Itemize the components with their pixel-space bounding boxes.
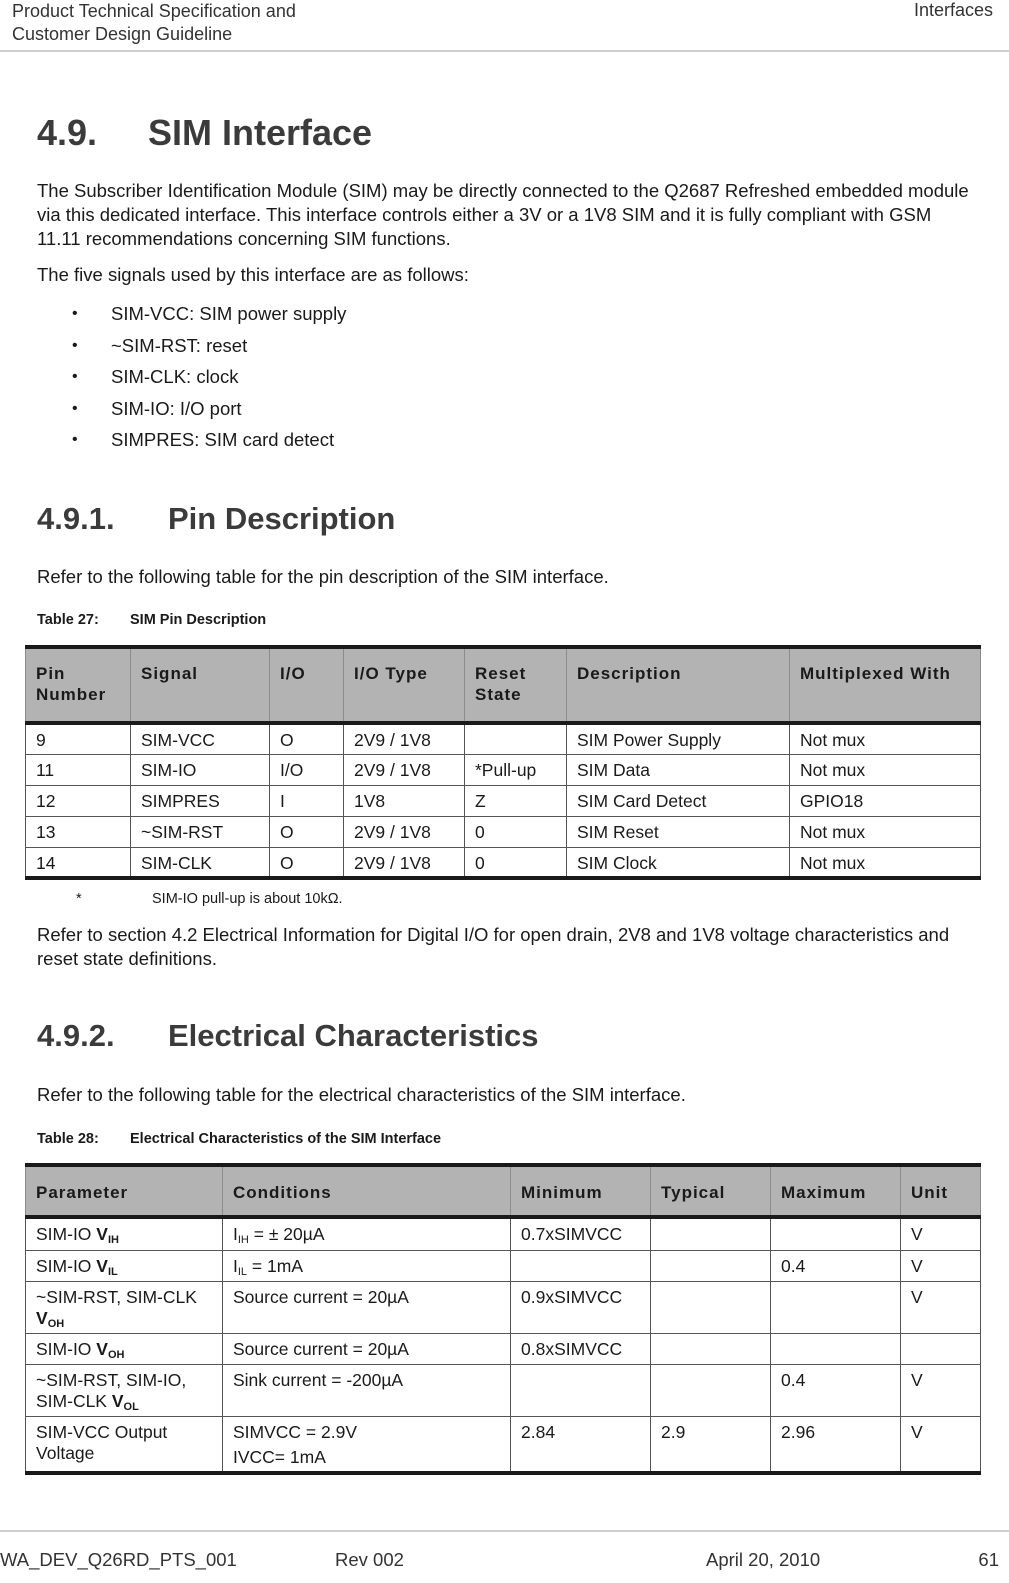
param-text: SIM-IO <box>36 1255 97 1276</box>
min-cell <box>511 1250 651 1281</box>
table-cell: Z <box>465 785 567 816</box>
condition-line <box>233 1370 500 1391</box>
table-row <box>26 1364 981 1416</box>
section-title: SIM Interface <box>148 112 373 153</box>
table-cell: ~SIM-RST <box>131 816 270 847</box>
table-cell: 14 <box>26 847 131 878</box>
unit-cell: V <box>901 1217 981 1250</box>
min-cell: 0.8xSIMVCC <box>511 1333 651 1364</box>
page-header <box>0 0 1009 52</box>
elec-section-heading <box>37 1018 539 1054</box>
conditions-cell <box>223 1416 511 1473</box>
param-symbol: V <box>96 1338 108 1359</box>
footer-revision: Rev 002 <box>335 1549 404 1570</box>
table-cell: SIM Card Detect <box>567 785 790 816</box>
pin-section-number: 4.9.1. <box>37 501 115 536</box>
header-title-line1: Product Technical Specification and <box>12 1 296 21</box>
param-symbol: V <box>96 1255 108 1276</box>
list-item: • SIMPRES: SIM card detect <box>72 424 346 456</box>
table-cell <box>465 723 567 754</box>
footer-doc-id: WA_DEV_Q26RD_PTS_001 <box>0 1549 237 1570</box>
param-subscript: IH <box>107 1234 119 1246</box>
table-cell: O <box>270 816 344 847</box>
table27-caption-title: SIM Pin Description <box>130 612 267 628</box>
elec-section-intro: Refer to the following table for the electrical characteristics of the SIM interface. <box>37 1084 686 1105</box>
table-row <box>26 723 981 754</box>
footnote-marker: * <box>76 891 82 907</box>
table-cell: SIM Data <box>567 754 790 785</box>
table-cell: O <box>270 723 344 754</box>
table-row <box>26 1281 981 1333</box>
table-header-row <box>26 1165 981 1217</box>
section-number: 4.9. <box>37 112 98 153</box>
condition-line <box>233 1287 500 1308</box>
min-cell: 0.9xSIMVCC <box>511 1281 651 1333</box>
param-subscript: OH <box>47 1317 65 1330</box>
condition-line: IVCC= 1mA <box>233 1446 326 1467</box>
footer-page-number: 61 <box>978 1549 999 1570</box>
typ-cell <box>651 1217 771 1250</box>
condition-line <box>233 1422 500 1443</box>
table-row <box>26 1250 981 1281</box>
table-cell: SIMPRES <box>131 785 270 816</box>
typ-cell: 2.9 <box>651 1416 771 1473</box>
param-subscript: IL <box>107 1265 118 1278</box>
table-row <box>26 1416 981 1473</box>
table28-caption-number: Table 28: <box>37 1131 99 1147</box>
param-text: SIM-VCC Output Voltage <box>36 1421 168 1463</box>
max-cell: 2.96 <box>771 1416 901 1473</box>
condition-subscript: IL <box>237 1265 248 1278</box>
col-header: I/O <box>270 647 344 723</box>
param-symbol: V <box>111 1390 124 1411</box>
list-item: • SIM-VCC: SIM power supply <box>72 298 346 330</box>
footer-date: April 20, 2010 <box>706 1549 821 1570</box>
table-cell: O <box>270 847 344 878</box>
col-header: Maximum <box>771 1165 901 1217</box>
condition-text: = 1mA <box>247 1255 303 1276</box>
condition-line <box>233 1339 500 1360</box>
table-cell: 2V9 / 1V8 <box>344 847 465 878</box>
col-header: Signal <box>131 647 270 723</box>
page-footer <box>0 1530 1009 1583</box>
signals-intro: The five signals used by this interface are as follows: <box>37 264 469 285</box>
table-header-row <box>26 647 981 723</box>
conditions-cell <box>223 1281 511 1333</box>
list-item: • SIM-CLK: clock <box>72 361 346 393</box>
col-header: I/O Type <box>344 647 465 723</box>
condition-text: I <box>233 1255 238 1276</box>
col-header: Conditions <box>223 1165 511 1217</box>
table-cell: SIM Clock <box>567 847 790 878</box>
table-cell: 13 <box>26 816 131 847</box>
condition-subscript: IH <box>237 1234 249 1246</box>
list-item: • ~SIM-RST: reset <box>72 330 346 362</box>
table-row <box>26 1333 981 1364</box>
param-text: ~SIM-RST, SIM-IO, SIM-CLK <box>36 1369 187 1411</box>
col-header: Typical <box>651 1165 771 1217</box>
condition-text: = ± 20µA <box>248 1224 325 1244</box>
table-row <box>26 754 981 785</box>
max-cell: 0.4 <box>771 1364 901 1416</box>
typ-cell <box>651 1250 771 1281</box>
table27-caption <box>37 612 266 628</box>
conditions-cell <box>223 1250 511 1281</box>
param-cell <box>26 1416 223 1473</box>
condition-text: Source current = 20µA <box>233 1286 409 1307</box>
section-heading <box>37 112 372 154</box>
param-text: ~SIM-RST, SIM-CLK <box>36 1286 197 1307</box>
param-cell <box>26 1333 223 1364</box>
elec-section-number: 4.9.2. <box>37 1018 115 1053</box>
table-cell: 9 <box>26 723 131 754</box>
table-cell: Not mux <box>790 847 981 878</box>
table28-caption-title: Electrical Characteristics of the SIM Interface <box>130 1131 442 1147</box>
unit-cell: V <box>901 1416 981 1473</box>
condition-text: I <box>233 1224 238 1244</box>
conditions-cell <box>223 1333 511 1364</box>
signal-list <box>72 298 346 456</box>
table-cell: SIM-IO <box>131 754 270 785</box>
table-cell: 0 <box>465 816 567 847</box>
conditions-cell <box>223 1217 511 1250</box>
table-cell: 12 <box>26 785 131 816</box>
table-row <box>26 1217 981 1250</box>
table-row <box>26 816 981 847</box>
param-cell <box>26 1250 223 1281</box>
condition-line <box>233 1256 500 1280</box>
param-text: SIM-IO <box>36 1224 97 1244</box>
table-cell: *Pull-up <box>465 754 567 785</box>
condition-text: SIMVCC = 2.9V <box>233 1421 358 1442</box>
header-doc-title <box>12 0 296 46</box>
table27-caption-number: Table 27: <box>37 612 99 628</box>
conditions-cell <box>223 1364 511 1416</box>
pin-section-heading <box>37 501 395 537</box>
unit-cell: V <box>901 1250 981 1281</box>
param-cell <box>26 1217 223 1250</box>
condition-text: Source current = 20µA <box>233 1338 409 1359</box>
table-cell: Not mux <box>790 754 981 785</box>
table-cell: GPIO18 <box>790 785 981 816</box>
max-cell: 0.4 <box>771 1250 901 1281</box>
pin-section-title: Pin Description <box>168 501 396 536</box>
param-symbol: V <box>96 1224 108 1244</box>
electrical-table-body <box>26 1217 981 1473</box>
param-subscript: OL <box>123 1400 139 1413</box>
table-cell: 2V9 / 1V8 <box>344 816 465 847</box>
param-cell <box>26 1281 223 1333</box>
col-header: Unit <box>901 1165 981 1217</box>
min-cell <box>511 1364 651 1416</box>
min-cell: 0.7xSIMVCC <box>511 1217 651 1250</box>
typ-cell <box>651 1364 771 1416</box>
table-cell: I <box>270 785 344 816</box>
param-text: SIM-IO <box>36 1338 97 1359</box>
table-cell: Not mux <box>790 816 981 847</box>
col-header: Description <box>567 647 790 723</box>
table27-footnote <box>76 891 343 907</box>
footnote-text: SIM-IO pull-up is about 10kΩ. <box>152 891 343 907</box>
unit-cell: V <box>901 1364 981 1416</box>
table-cell: SIM-VCC <box>131 723 270 754</box>
header-title-line2: Customer Design Guideline <box>12 24 233 44</box>
col-header: Minimum <box>511 1165 651 1217</box>
table-cell: 2V9 / 1V8 <box>344 723 465 754</box>
elec-section-title: Electrical Characteristics <box>168 1018 539 1053</box>
param-subscript: OH <box>107 1348 125 1361</box>
header-chapter: Interfaces <box>913 0 993 20</box>
col-header: Pin Number <box>26 647 131 723</box>
table-cell: I/O <box>270 754 344 785</box>
table-row <box>26 847 981 878</box>
section-intro: The Subscriber Identification Module (SIM) may be directly connected to the Q2687 Refreshed embedded module via this dedicated interface. This interface controls either a 3V or a 1V8 SIM and it is fully compliant with GSM 11.11 recommendations concerning SIM functions. <box>37 180 969 249</box>
unit-cell: V <box>901 1281 981 1333</box>
table-cell: SIM-CLK <box>131 847 270 878</box>
typ-cell <box>651 1281 771 1333</box>
table28-caption <box>37 1131 441 1147</box>
table-cell: SIM Reset <box>567 816 790 847</box>
max-cell <box>771 1281 901 1333</box>
unit-cell <box>901 1333 981 1364</box>
pin-section-after-text: Refer to section 4.2 Electrical Information for Digital I/O for open drain, 2V8 and 1V8 voltage characteristics and reset state definitions. <box>37 924 950 969</box>
max-cell <box>771 1333 901 1364</box>
col-header: Reset State <box>465 647 567 723</box>
pin-section-intro: Refer to the following table for the pin description of the SIM interface. <box>37 566 609 587</box>
table-cell: SIM Power Supply <box>567 723 790 754</box>
col-header: Parameter <box>26 1165 223 1217</box>
min-cell: 2.84 <box>511 1416 651 1473</box>
table-cell: Not mux <box>790 723 981 754</box>
col-header: Multiplexed With <box>790 647 981 723</box>
typ-cell <box>651 1333 771 1364</box>
pin-description-table <box>25 645 981 880</box>
list-item: • SIM-IO: I/O port <box>72 393 346 425</box>
param-symbol: V <box>36 1307 48 1328</box>
condition-text: Sink current = -200µA <box>233 1369 404 1390</box>
max-cell <box>771 1217 901 1250</box>
table-cell: 1V8 <box>344 785 465 816</box>
condition-line <box>233 1224 500 1248</box>
table-row <box>26 785 981 816</box>
table-cell: 2V9 / 1V8 <box>344 754 465 785</box>
table-cell: 0 <box>465 847 567 878</box>
param-cell <box>26 1364 223 1416</box>
table-cell: 11 <box>26 754 131 785</box>
electrical-characteristics-table <box>25 1163 981 1475</box>
